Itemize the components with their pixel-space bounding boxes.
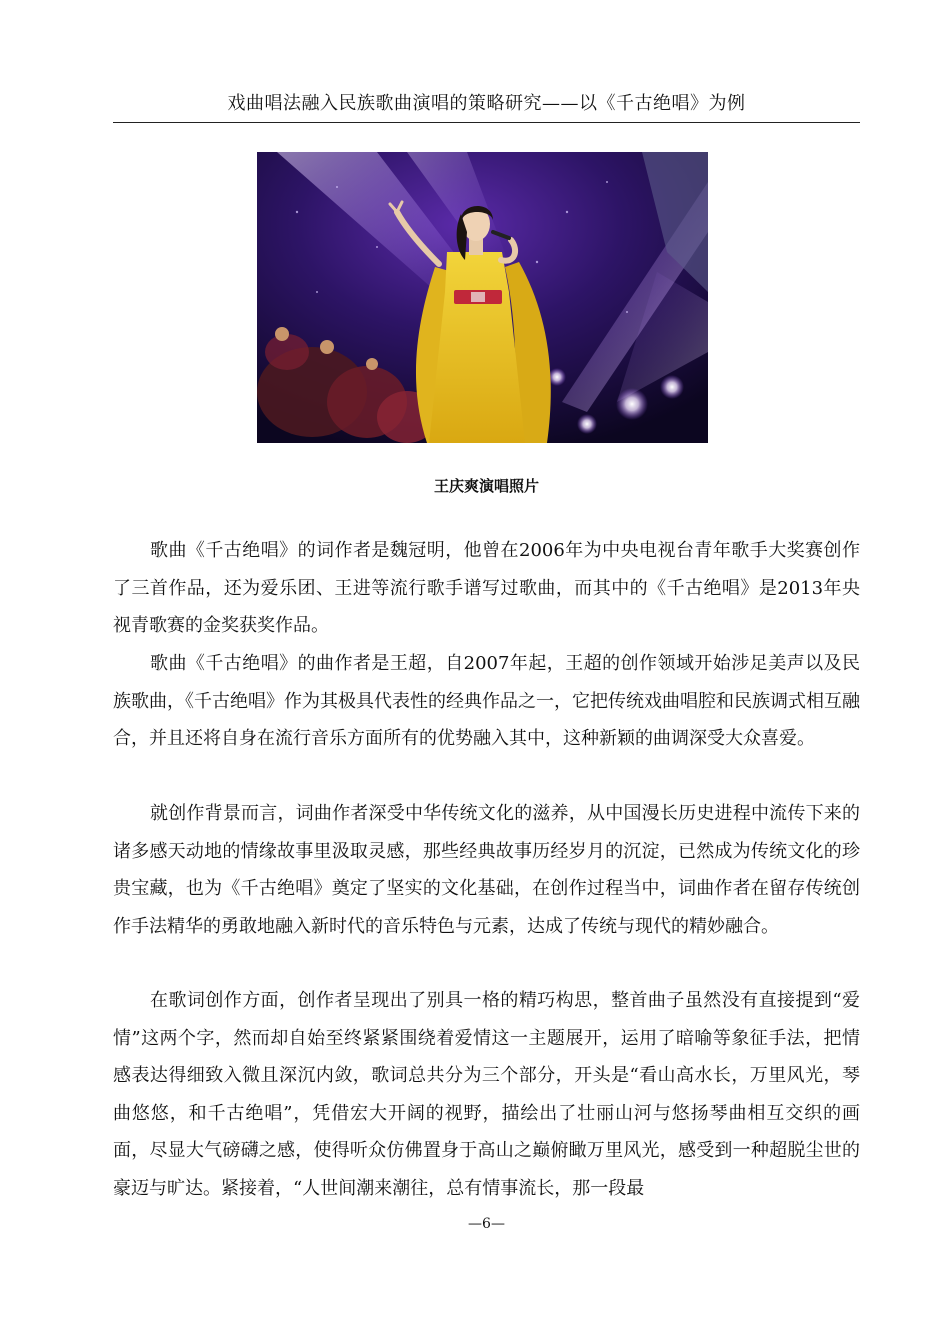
body-paragraph: 就创作背景而言，词曲作者深受中华传统文化的滋养，从中国漫长历史进程中流传下来的诸多感天动地的情缘故事里汲取灵感，那些经典故事历经岁月的沉淀，已然成为传统文化的珍贵宝藏，也为《千古绝唱》奠定了坚实的文化基础，在创作过程当中，词曲作者在留存传统创作手法精华的勇敢地融入新时代的音乐特色与元素，达成了传统与现代的精妙融合。 xyxy=(113,803,860,937)
figure-caption: 王庆爽演唱照片 xyxy=(433,477,539,495)
body-paragraph: 歌曲《千古绝唱》的词作者是魏冠明，他曾在2006年为中央电视台青年歌手大奖赛创作了三首作品，还为爱乐团、王进等流行歌手谱写过歌曲，而其中的《千古绝唱》是2013年央视青歌赛的金奖获奖作品。 xyxy=(113,540,860,636)
header-divider xyxy=(113,122,860,123)
page-number: —6— xyxy=(468,1216,505,1232)
body-paragraph: 歌曲《千古绝唱》的曲作者是王超，自2007年起，王超的创作领域开始涉足美声以及民族歌曲，《千古绝唱》作为其极具代表性的经典作品之一，它把传统戏曲唱腔和民族调式相互融合，并且还将自身在流行音乐方面所有的优势融入其中，这种新颖的曲调深受大众喜爱。 xyxy=(113,653,860,749)
body-paragraph: 在歌词创作方面，创作者呈现出了别具一格的精巧构思，整首曲子虽然没有直接提到“爱情”这两个字，然而却自始至终紧紧围绕着爱情这一主题展开，运用了暗喻等象征手法，把情感表达得细致入微且深沉内敛，歌词总共分为三个部分，开头是“看山高水长，万里风光，琴曲悠悠，和千古绝唱”，凭借宏大开阔的视野，描绘出了壮丽山河与悠扬琴曲相互交织的画面，尽显大气磅礴之感，使得听众仿佛置身于高山之巅俯瞰万里风光，感受到一种超脱尘世的豪迈与旷达。紧接着，“人世间潮来潮往，总有情事流长，那一段最 xyxy=(113,990,860,1199)
performance-photo xyxy=(257,152,708,443)
running-header: 戏曲唱法融入民族歌曲演唱的策略研究——以《千古绝唱》为例 xyxy=(227,93,746,114)
